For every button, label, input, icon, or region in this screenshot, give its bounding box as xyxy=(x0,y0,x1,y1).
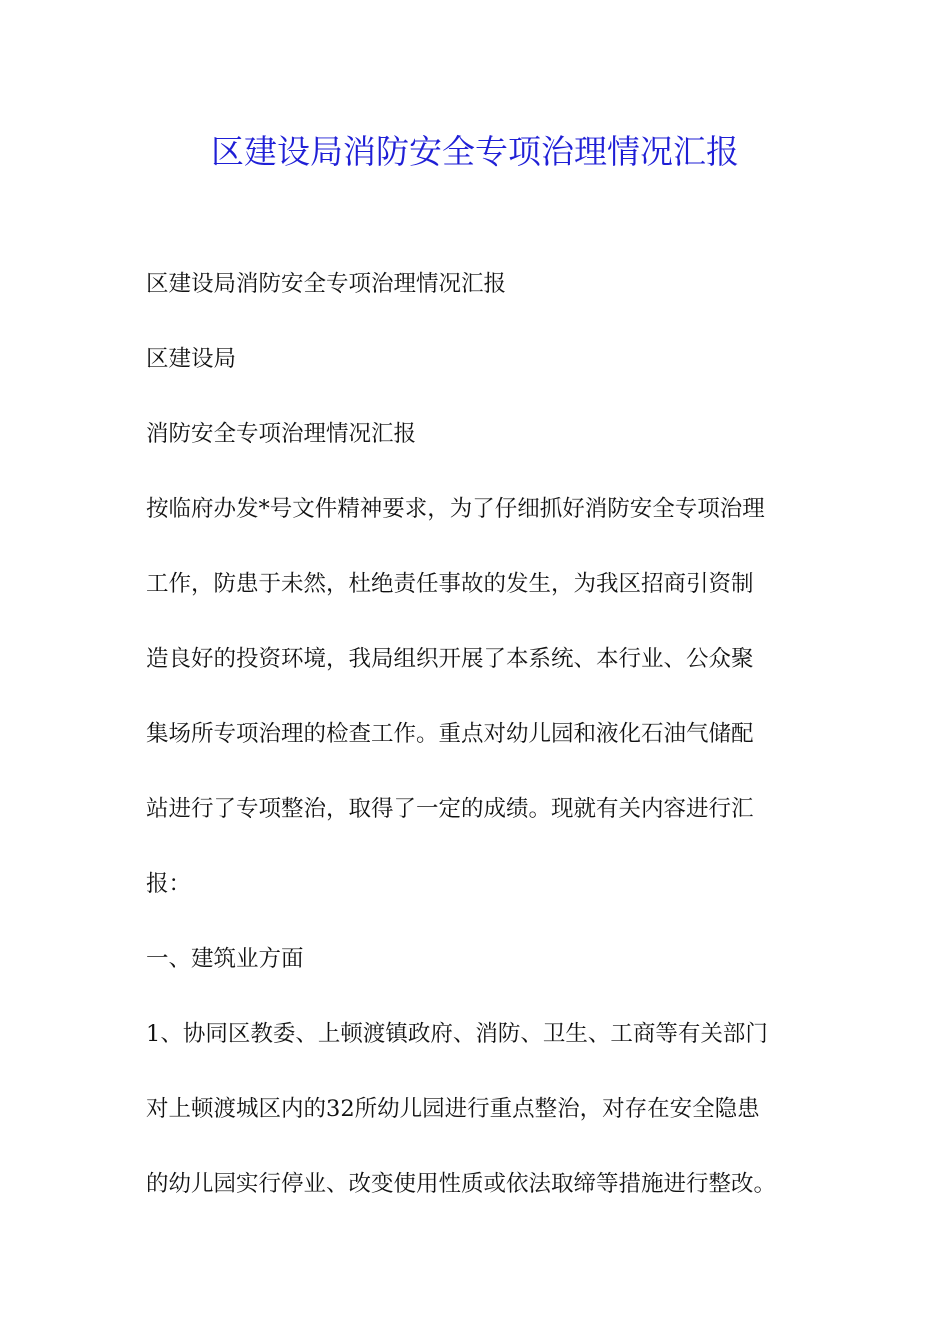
paragraph-line: 按临府办发*号文件精神要求，为了仔细抓好消防安全专项治理 xyxy=(146,496,765,522)
body-line-department: 区建设局 xyxy=(146,346,237,372)
paragraph-line: 报： xyxy=(146,871,192,897)
document-body xyxy=(146,262,826,1237)
paragraph-line: 的幼儿园实行停业、改变使用性质或依法取缔等措施进行整改。 xyxy=(146,1171,777,1197)
body-line-subtitle: 区建设局消防安全专项治理情况汇报 xyxy=(146,271,507,297)
section-heading: 一、建筑业方面 xyxy=(146,946,304,972)
paragraph-line: 站进行了专项整治，取得了一定的成绩。现就有关内容进行汇 xyxy=(146,796,754,822)
paragraph-line: 对上顿渡城区内的32所幼儿园进行重点整治，对存在安全隐患 xyxy=(146,1096,760,1122)
paragraph-line: 1、协同区教委、上顿渡镇政府、消防、卫生、工商等有关部门 xyxy=(146,1021,768,1047)
paragraph-line: 造良好的投资环境，我局组织开展了本系统、本行业、公众聚 xyxy=(146,646,754,672)
paragraph-line: 工作，防患于未然，杜绝责任事故的发生，为我区招商引资制 xyxy=(146,571,754,597)
document-title: 区建设局消防安全专项治理情况汇报 xyxy=(211,132,739,171)
body-line-report-name: 消防安全专项治理情况汇报 xyxy=(146,421,417,447)
paragraph-line: 集场所专项治理的检查工作。重点对幼儿园和液化石油气储配 xyxy=(146,721,754,747)
